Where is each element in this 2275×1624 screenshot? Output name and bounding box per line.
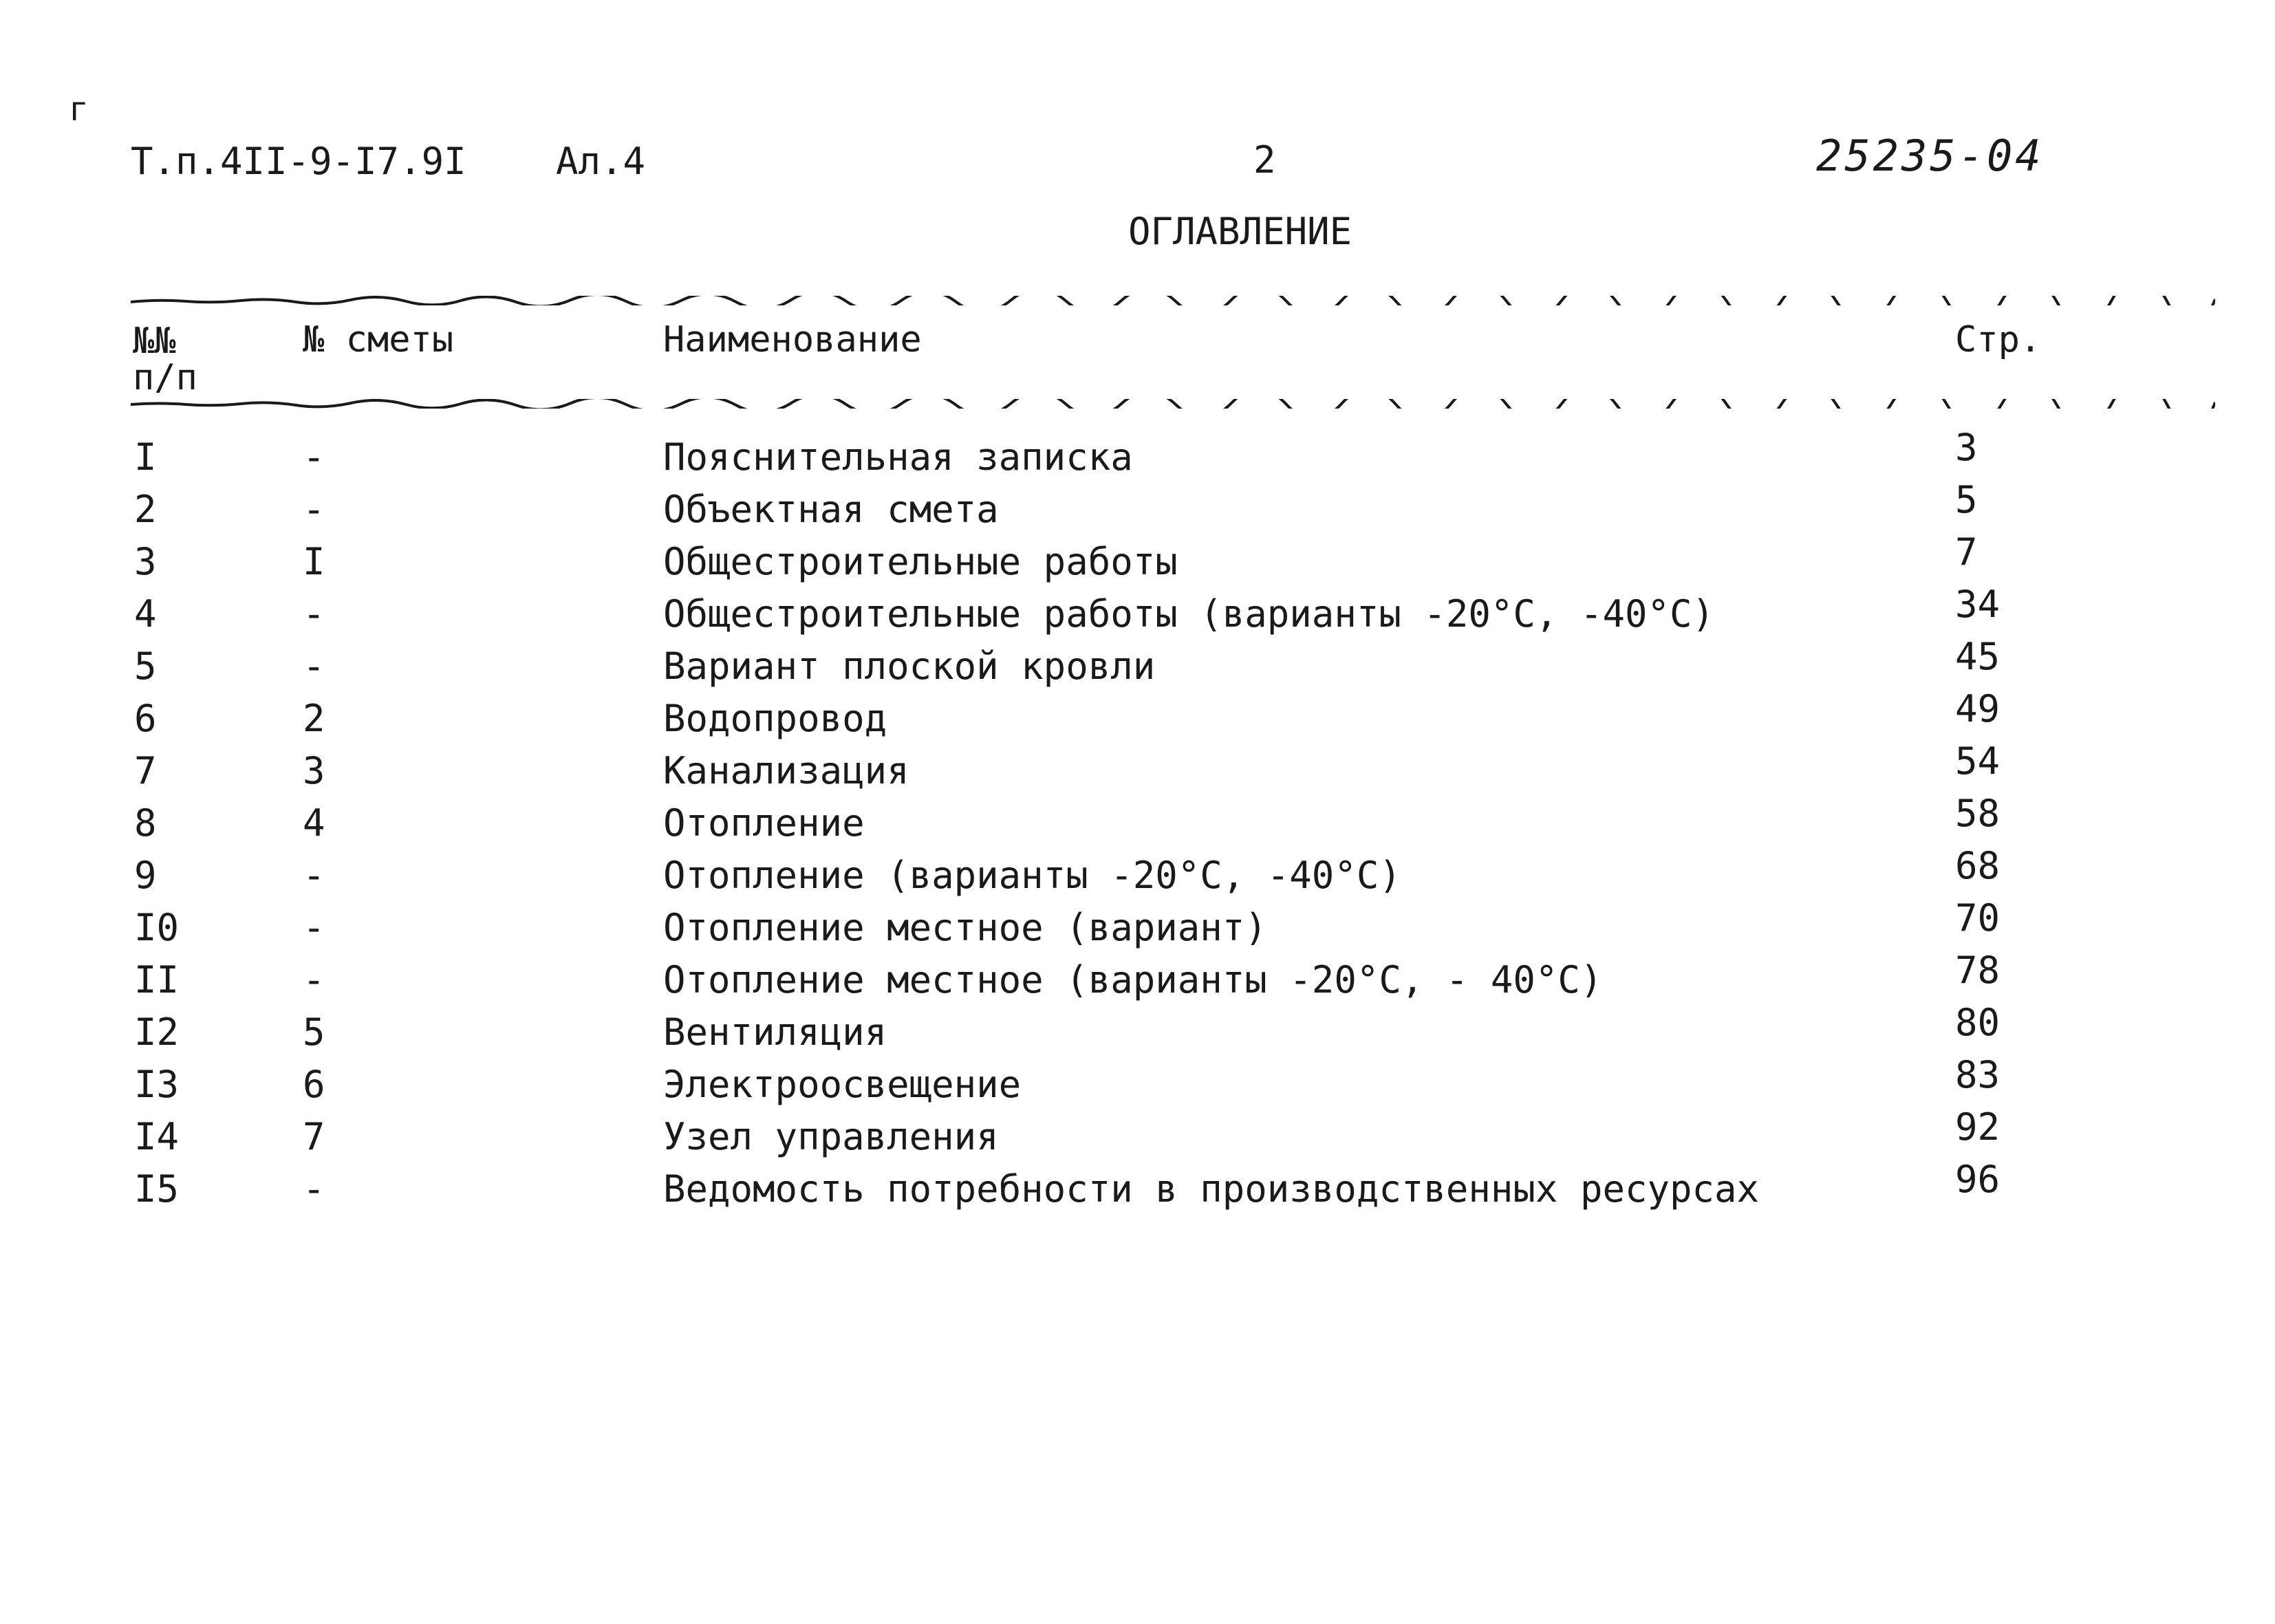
row-estimate: 5 bbox=[303, 1010, 325, 1054]
page-title: ОГЛАВЛЕНИЕ bbox=[1128, 210, 1352, 253]
row-number: I4 bbox=[134, 1115, 180, 1158]
row-estimate: 3 bbox=[303, 749, 325, 792]
row-number: 4 bbox=[134, 592, 157, 636]
table-row bbox=[0, 687, 2275, 747]
album-number: Ал.4 bbox=[556, 140, 646, 183]
table-row bbox=[0, 739, 2275, 799]
row-page: 58 bbox=[1955, 792, 2001, 835]
row-page: 92 bbox=[1955, 1105, 2001, 1149]
row-number: I5 bbox=[134, 1167, 180, 1211]
row-name: Электроосвещение bbox=[663, 1063, 1022, 1106]
row-page: 54 bbox=[1955, 739, 2001, 783]
table-row bbox=[0, 635, 2275, 695]
row-name: Водопровод bbox=[663, 697, 887, 740]
row-page: 34 bbox=[1955, 583, 2001, 626]
row-number: 8 bbox=[134, 801, 157, 845]
row-name: Отопление (варианты -20°С, -40°С) bbox=[663, 854, 1401, 897]
row-name: Отопление местное (варианты -20°С, - 40°С) bbox=[663, 958, 1603, 1002]
row-name: Канализация bbox=[663, 749, 909, 792]
table-row bbox=[0, 1053, 2275, 1113]
row-number: I2 bbox=[134, 1010, 180, 1054]
row-estimate: I bbox=[303, 540, 325, 583]
row-name: Узел управления bbox=[663, 1115, 999, 1158]
row-name: Общестроительные работы bbox=[663, 540, 1178, 583]
contents-table-body bbox=[0, 426, 2275, 1217]
row-estimate: - bbox=[303, 435, 325, 479]
row-name: Вентиляция bbox=[663, 1010, 887, 1054]
column-header-name: Наименование bbox=[663, 319, 922, 360]
table-row bbox=[0, 478, 2275, 538]
row-estimate: 7 bbox=[303, 1115, 325, 1158]
column-header-number-line2: п/п bbox=[133, 357, 197, 399]
row-page: 70 bbox=[1955, 896, 2001, 940]
table-top-rule bbox=[131, 296, 2215, 305]
row-estimate: - bbox=[303, 645, 325, 688]
row-name: Вариант плоской кровли bbox=[663, 645, 1156, 688]
row-page: 5 bbox=[1955, 478, 1978, 521]
row-estimate: - bbox=[303, 592, 325, 636]
row-number: I3 bbox=[134, 1063, 180, 1106]
corner-mark: г bbox=[69, 90, 89, 129]
column-header-page: Стр. bbox=[1955, 319, 2042, 360]
row-name: Объектная смета bbox=[663, 488, 999, 531]
table-row bbox=[0, 792, 2275, 852]
table-row bbox=[0, 583, 2275, 642]
table-row bbox=[0, 1158, 2275, 1217]
row-page: 3 bbox=[1955, 426, 1978, 469]
row-estimate: - bbox=[303, 488, 325, 531]
row-number: 9 bbox=[134, 854, 157, 897]
row-estimate: - bbox=[303, 854, 325, 897]
row-name: Пояснительная записка bbox=[663, 435, 1133, 479]
table-header-rule bbox=[131, 399, 2215, 409]
table-row bbox=[0, 426, 2275, 486]
row-page: 96 bbox=[1955, 1158, 2001, 1201]
row-page: 49 bbox=[1955, 687, 2001, 730]
table-row bbox=[0, 530, 2275, 590]
row-page: 7 bbox=[1955, 530, 1978, 574]
table-row bbox=[0, 896, 2275, 956]
row-estimate: 2 bbox=[303, 697, 325, 740]
row-number: 5 bbox=[134, 645, 157, 688]
row-page: 80 bbox=[1955, 1001, 2001, 1044]
row-estimate: 4 bbox=[303, 801, 325, 845]
row-name: Общестроительные работы (варианты -20°С, -40°С) bbox=[663, 592, 1715, 636]
row-page: 83 bbox=[1955, 1053, 2001, 1096]
table-row bbox=[0, 1001, 2275, 1061]
row-name: Отопление bbox=[663, 801, 865, 845]
row-number: II bbox=[134, 958, 180, 1002]
row-name: Ведомость потребности в производственных ресурсах bbox=[663, 1167, 1760, 1211]
row-number: 3 bbox=[134, 540, 157, 583]
table-row bbox=[0, 1105, 2275, 1165]
table-row bbox=[0, 949, 2275, 1008]
row-name: Отопление местное (вариант) bbox=[663, 906, 1267, 949]
row-page: 68 bbox=[1955, 844, 2001, 887]
row-number: I0 bbox=[134, 906, 180, 949]
row-estimate: - bbox=[303, 1167, 325, 1211]
row-estimate: - bbox=[303, 958, 325, 1002]
row-number: 2 bbox=[134, 488, 157, 531]
column-header-number-line1: №№ bbox=[133, 321, 176, 362]
column-header-number bbox=[133, 321, 229, 399]
row-page: 78 bbox=[1955, 949, 2001, 992]
page-number: 2 bbox=[1253, 138, 1276, 182]
row-page: 45 bbox=[1955, 635, 2001, 678]
table-row bbox=[0, 844, 2275, 904]
row-estimate: 6 bbox=[303, 1063, 325, 1106]
row-number: 6 bbox=[134, 697, 157, 740]
inventory-number: 25235-04 bbox=[1816, 131, 2044, 181]
row-number: I bbox=[134, 435, 157, 479]
row-number: 7 bbox=[134, 749, 157, 792]
column-header-estimate: № сметы bbox=[303, 319, 454, 360]
row-estimate: - bbox=[303, 906, 325, 949]
document-code: Т.п.4II-9-I7.9I bbox=[131, 140, 466, 183]
